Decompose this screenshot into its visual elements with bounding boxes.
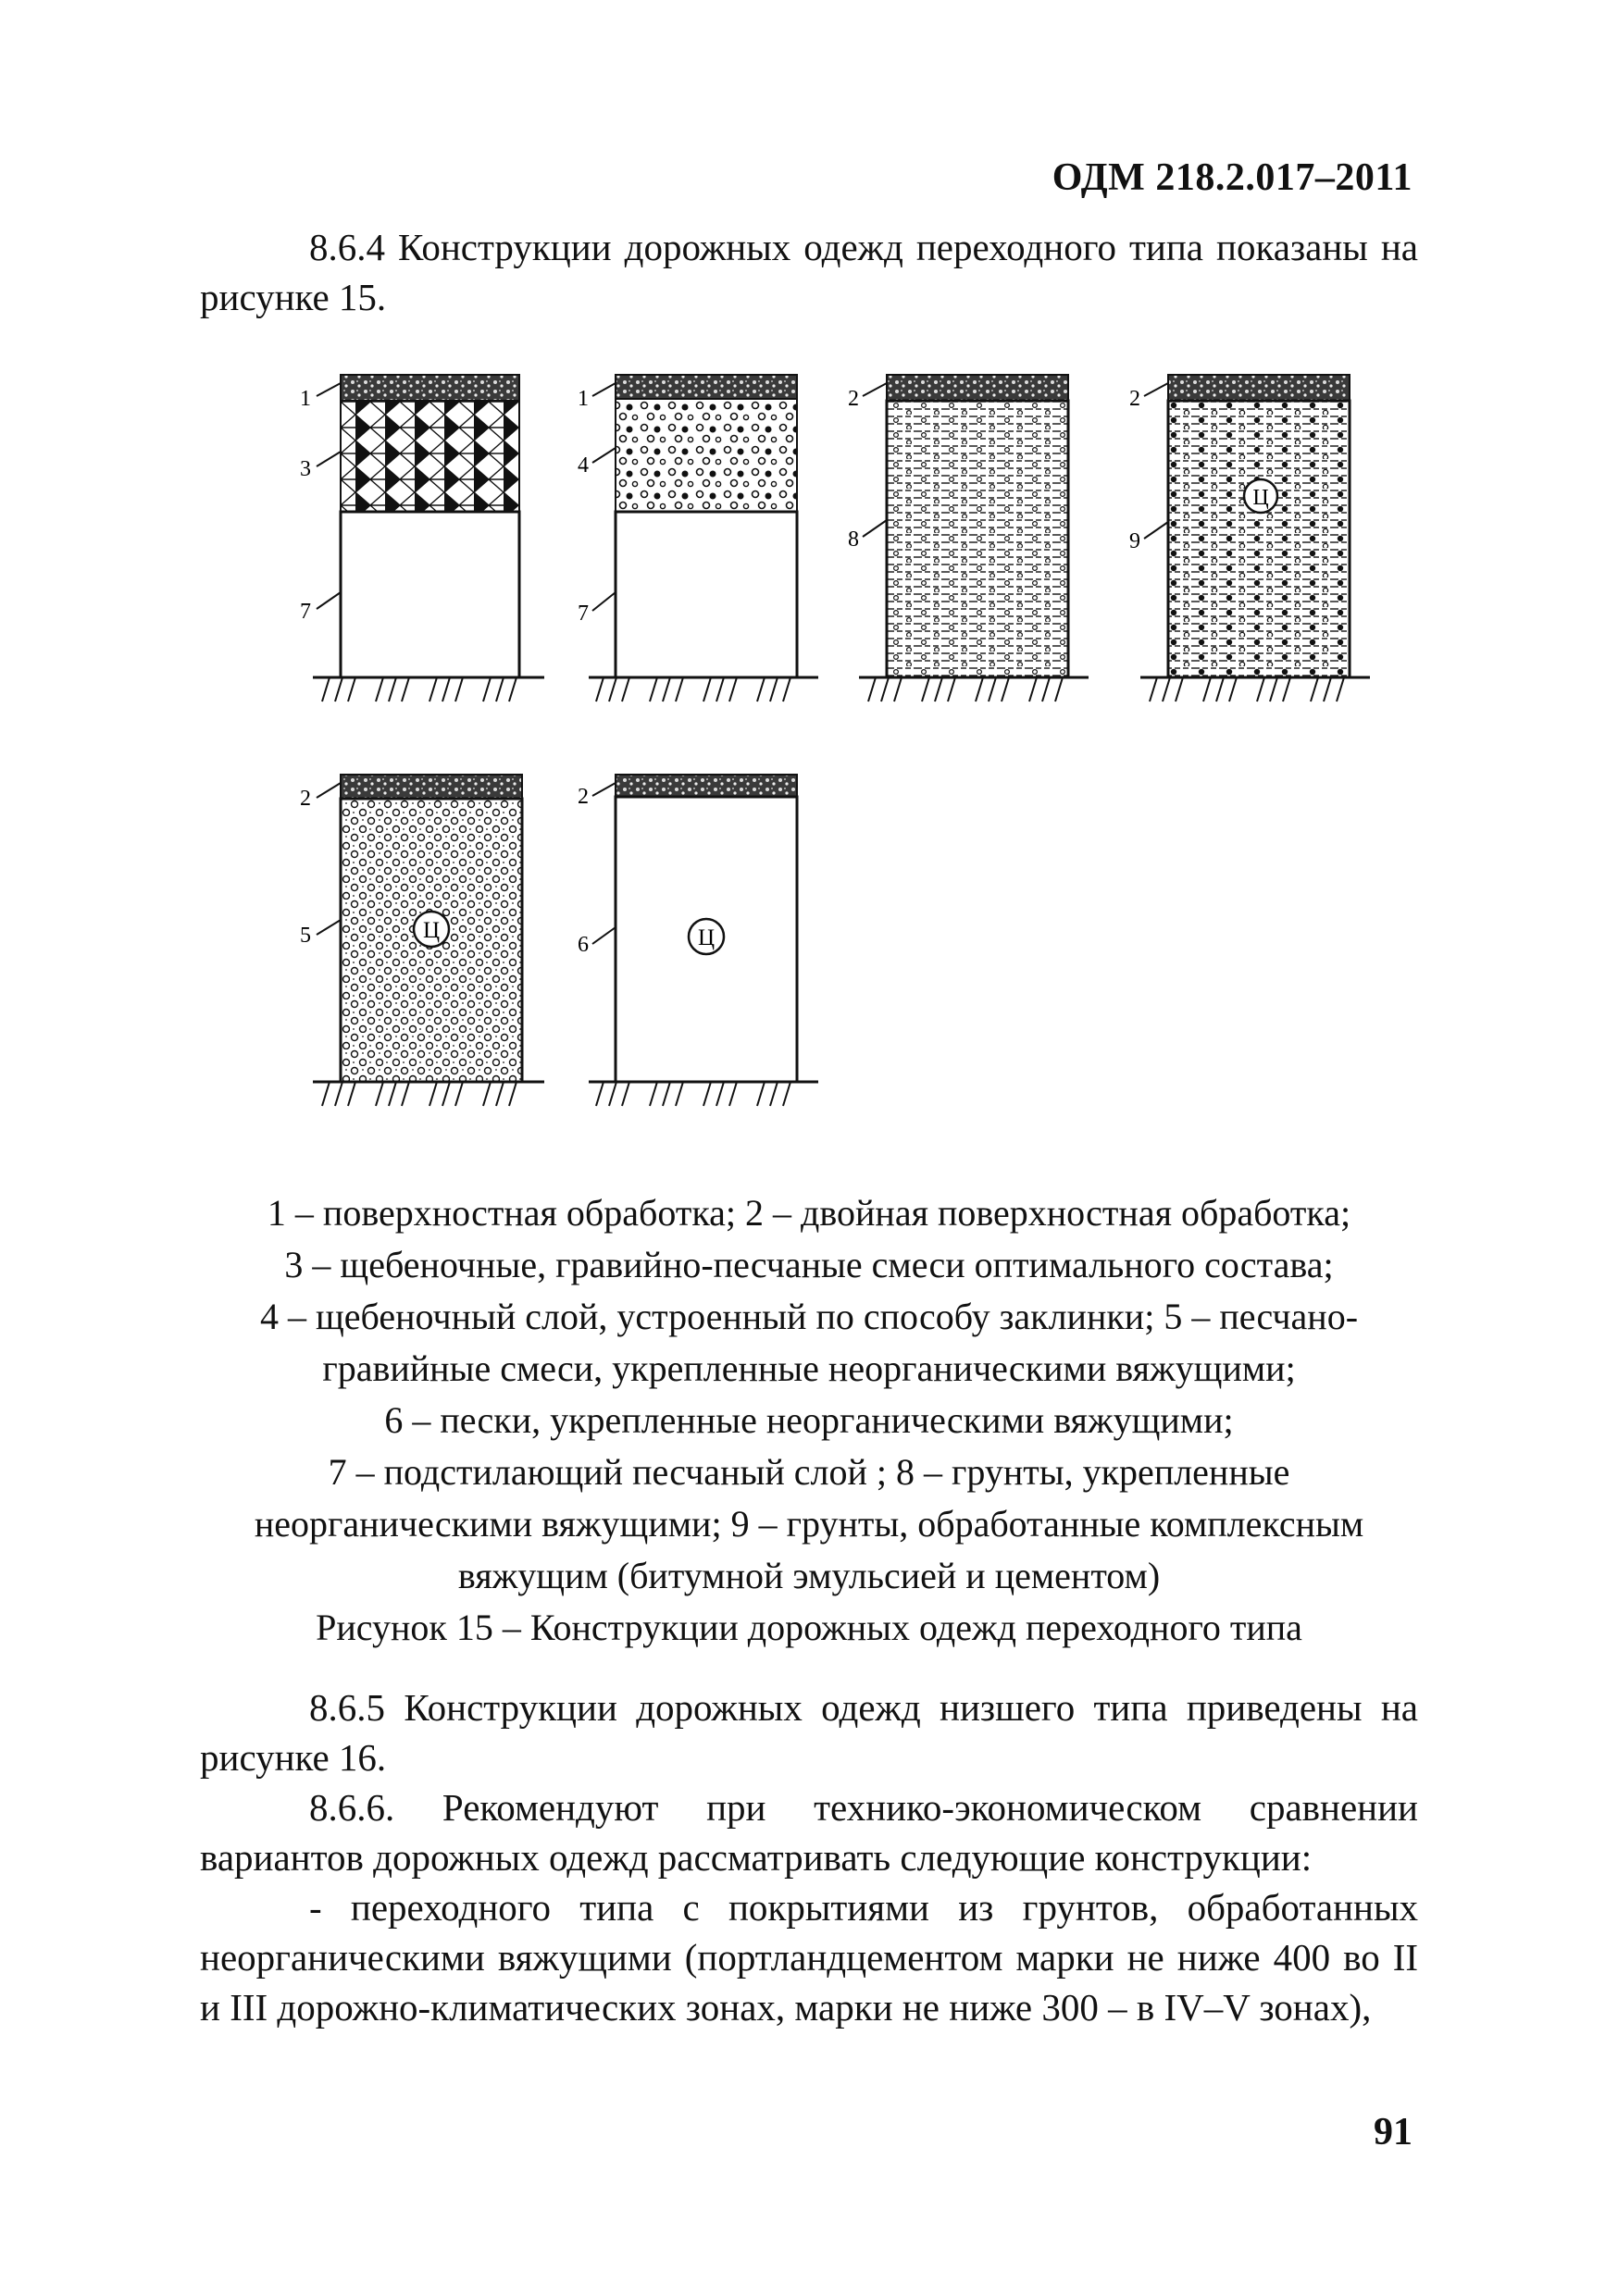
figure-legend — [200, 1187, 1418, 1654]
paragraph-list-item-text: - переходного типа с покрытиями из грунтов, обработанных неорганическими вяжущими (портландцементом марки не ниже 400 во II и III дорожно-климатических зонах, марки не ниже 300 – в IV–V зонах), — [200, 1886, 1418, 2029]
label-c2-1: 1 — [578, 387, 589, 411]
legend-line: 3 – щебеночные, гравийно-песчаные смеси оптимального состава; — [284, 1244, 1334, 1285]
legend-line: вяжущим (битумной эмульсией и цементом) — [457, 1555, 1161, 1596]
construction-5 — [300, 775, 544, 1106]
legend-line: неорганическими вяжущими; 9 – грунты, обработанные комплексным — [254, 1503, 1364, 1545]
construction-2 — [578, 375, 818, 701]
paragraph-8-6-4-text: 8.6.4 Конструкции дорожных одежд переходного типа показаны на рисунке 15. — [200, 226, 1418, 318]
label-c3-2: 2 — [848, 387, 859, 411]
label-c6-6: 6 — [578, 933, 589, 957]
legend-line: 7 – подстилающий песчаный слой ; 8 – грунты, укрепленные — [328, 1451, 1290, 1493]
cement-mark-c5: Ц — [422, 918, 441, 943]
paragraph-list-item — [200, 1882, 1418, 2032]
document-code: ОДМ 218.2.017–2011 — [1052, 156, 1413, 199]
label-c2-7: 7 — [578, 602, 589, 626]
construction-1 — [300, 375, 544, 701]
label-c6-2: 2 — [578, 785, 589, 809]
legend-line: гравийные смеси, укрепленные неорганическими вяжущими; — [322, 1347, 1296, 1389]
legend-line: 6 – пески, укрепленные неорганическими вяжущими; — [384, 1399, 1234, 1441]
label-c5-2: 2 — [300, 787, 311, 811]
construction-4 — [1129, 375, 1370, 701]
paragraph-8-6-5 — [200, 1682, 1418, 1782]
cement-mark-c6: Ц — [697, 925, 716, 950]
label-c1-1: 1 — [300, 387, 311, 411]
label-c2-4: 4 — [578, 453, 589, 478]
paragraph-8-6-6-text: 8.6.6. Рекомендуют при технико-экономическом сравнении вариантов дорожных одежд рассматривать следующие конструкции: — [200, 1786, 1418, 1879]
label-c1-3: 3 — [300, 457, 311, 481]
label-c5-5: 5 — [300, 924, 311, 948]
legend-line: 4 – щебеночный слой, устроенный по способу заклинки; 5 – песчано- — [259, 1296, 1359, 1337]
construction-3 — [848, 375, 1089, 701]
paragraph-8-6-5-text: 8.6.5 Конструкции дорожных одежд низшего типа приведены на рисунке 16. — [200, 1686, 1418, 1779]
page-number: 91 — [1374, 2111, 1413, 2153]
figure-caption-title: Рисунок 15 – Конструкции дорожных одежд переходного типа — [316, 1607, 1302, 1648]
paragraph-8-6-6 — [200, 1782, 1418, 1882]
figure-15-road-pavement-constructions — [0, 0, 1618, 1138]
cement-mark-c4: Ц — [1252, 486, 1269, 510]
label-c4-9: 9 — [1129, 529, 1140, 553]
label-c3-8: 8 — [848, 527, 859, 552]
legend-line: 1 – поверхностная обработка; 2 – двойная поверхностная обработка; — [267, 1192, 1351, 1234]
construction-6 — [578, 775, 818, 1106]
label-c1-7: 7 — [300, 600, 311, 624]
label-c4-2: 2 — [1129, 387, 1140, 411]
